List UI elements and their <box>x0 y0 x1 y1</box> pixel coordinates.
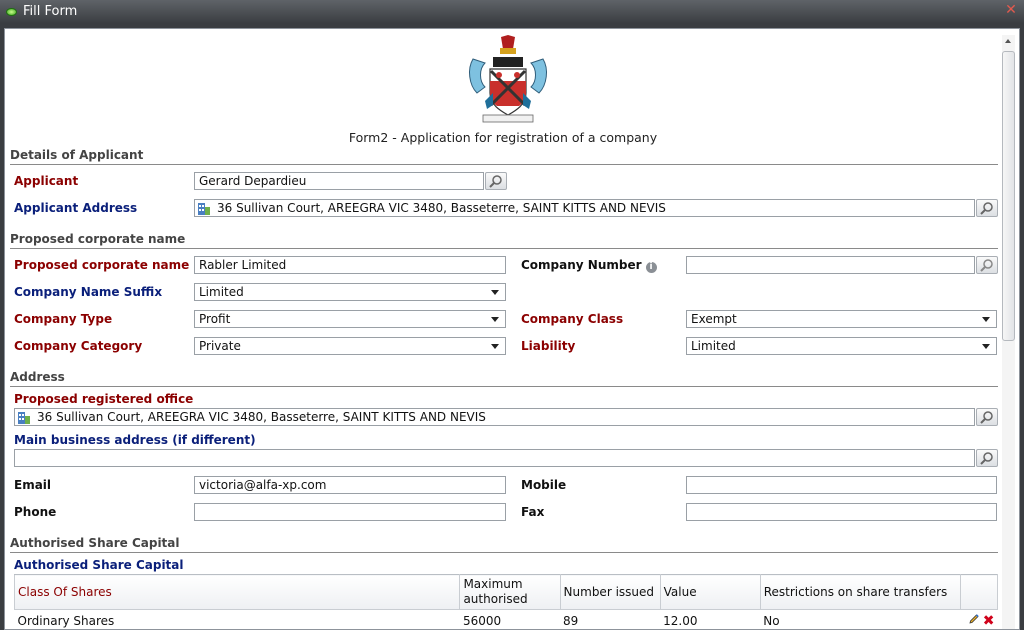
search-icon <box>977 450 997 466</box>
max-authorised-cell: 56000 <box>460 610 560 630</box>
actions-header <box>960 575 997 610</box>
building-icon <box>17 410 31 424</box>
company-type-label: Company Type <box>14 312 113 326</box>
column-header[interactable]: Value <box>660 575 760 610</box>
column-header[interactable]: Class Of Shares <box>15 575 460 610</box>
table-row[interactable] <box>15 610 998 630</box>
edit-icon[interactable] <box>968 613 980 625</box>
applicant-address-field[interactable] <box>194 199 975 217</box>
company-category-label: Company Category <box>14 339 143 353</box>
share-capital-subtitle: Authorised Share Capital <box>14 558 184 572</box>
applicant-field[interactable]: Gerard Depardieu <box>194 172 484 190</box>
fax-label: Fax <box>521 505 545 519</box>
company-name-suffix-value: Limited <box>199 285 244 299</box>
close-icon[interactable]: ✕ <box>1005 2 1017 18</box>
mobile-field[interactable] <box>686 476 997 494</box>
liability-label: Liability <box>521 339 576 353</box>
building-icon <box>197 201 211 215</box>
phone-field[interactable] <box>194 503 506 521</box>
chevron-down-icon <box>491 290 499 295</box>
company-name-suffix-select[interactable] <box>194 283 506 301</box>
business-address-lookup-button[interactable] <box>976 449 998 467</box>
company-number-label: Company Number i <box>521 258 657 273</box>
chevron-down-icon <box>491 344 499 349</box>
registered-office-field[interactable] <box>14 408 975 426</box>
scroll-thumb[interactable] <box>1002 51 1015 341</box>
window-status-icon <box>6 8 17 16</box>
search-icon <box>977 200 997 216</box>
chevron-down-icon <box>982 344 990 349</box>
liability-select[interactable] <box>686 337 997 355</box>
window-title: Fill Form <box>23 4 78 19</box>
business-address-field[interactable] <box>14 449 975 467</box>
registered-office-lookup-button[interactable] <box>976 408 998 426</box>
company-category-select[interactable] <box>194 337 506 355</box>
applicant-address-label: Applicant Address <box>14 201 138 215</box>
company-class-value: Exempt <box>691 312 737 326</box>
applicant-lookup-button[interactable] <box>485 172 507 190</box>
company-class-select[interactable] <box>686 310 997 328</box>
mobile-label: Mobile <box>521 478 567 492</box>
company-class-label: Company Class <box>521 312 624 326</box>
chevron-down-icon <box>491 317 499 322</box>
email-field[interactable]: victoria@alfa-xp.com <box>194 476 506 494</box>
column-header[interactable]: Number issued <box>560 575 660 610</box>
section-corporate-name: Proposed corporate name <box>10 232 998 249</box>
registered-office-label: Proposed registered office <box>14 392 194 406</box>
restrictions-cell: No <box>760 610 960 630</box>
row-actions <box>960 610 997 630</box>
company-type-value: Profit <box>199 312 231 326</box>
corporate-name-field[interactable]: Rabler Limited <box>194 256 506 274</box>
form-title: Form2 - Application for registration of a company <box>348 130 658 145</box>
scroll-up-icon[interactable] <box>1005 39 1011 43</box>
section-address: Address <box>10 370 998 387</box>
table-header-row <box>15 575 998 610</box>
email-label: Email <box>14 478 52 492</box>
company-number-field[interactable] <box>686 256 975 274</box>
company-name-suffix-label: Company Name Suffix <box>14 285 163 299</box>
share-capital-table <box>14 574 998 630</box>
delete-icon[interactable]: ✖ <box>982 613 995 629</box>
company-number-lookup-button[interactable] <box>976 256 998 274</box>
search-icon <box>977 409 997 425</box>
form-panel <box>4 28 1020 630</box>
business-address-label: Main business address (if different) <box>14 433 256 447</box>
section-share-capital: Authorised Share Capital <box>10 536 998 553</box>
column-header[interactable]: Restrictions on share transfers <box>760 575 960 610</box>
coat-of-arms-icon <box>463 35 553 127</box>
vertical-scrollbar[interactable] <box>1002 35 1015 630</box>
registered-office-value: 36 Sullivan Court, AREEGRA VIC 3480, Basseterre, SAINT KITTS AND NEVIS <box>37 410 486 424</box>
liability-value: Limited <box>691 339 736 353</box>
column-header[interactable]: Maximum authorised <box>460 575 560 610</box>
fax-field[interactable] <box>686 503 997 521</box>
info-icon[interactable]: i <box>646 262 657 273</box>
number-issued-cell: 89 <box>560 610 660 630</box>
value-cell: 12.00 <box>660 610 760 630</box>
company-type-select[interactable] <box>194 310 506 328</box>
chevron-down-icon <box>982 317 990 322</box>
applicant-label: Applicant <box>14 174 79 188</box>
search-icon <box>977 257 997 273</box>
title-bar <box>0 0 1024 24</box>
phone-label: Phone <box>14 505 57 519</box>
applicant-address-lookup-button[interactable] <box>976 199 998 217</box>
corporate-name-label: Proposed corporate name <box>14 258 190 272</box>
company-category-value: Private <box>199 339 241 353</box>
share-class-cell: Ordinary Shares <box>15 610 460 630</box>
section-applicant: Details of Applicant <box>10 148 998 165</box>
search-icon <box>486 173 506 189</box>
applicant-address-value: 36 Sullivan Court, AREEGRA VIC 3480, Basseterre, SAINT KITTS AND NEVIS <box>217 201 666 215</box>
